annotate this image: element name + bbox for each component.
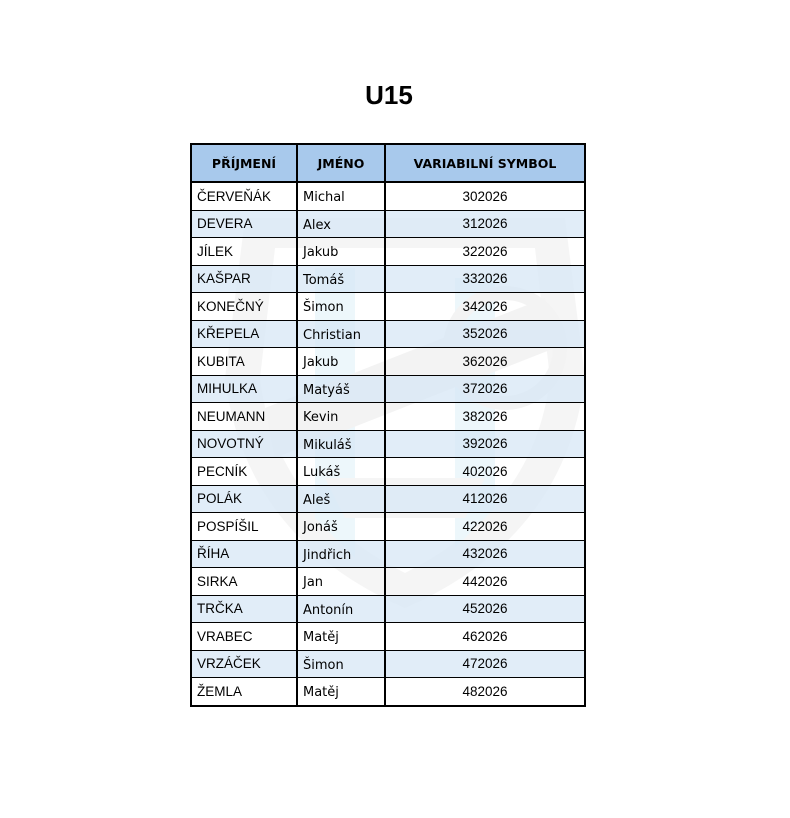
cell-surname: TRČKA bbox=[191, 595, 297, 623]
cell-first-name: Alex bbox=[297, 210, 385, 238]
cell-surname: NEUMANN bbox=[191, 403, 297, 431]
table-row bbox=[191, 595, 585, 623]
table-row bbox=[191, 568, 585, 596]
table-row bbox=[191, 182, 585, 210]
cell-variable-symbol: 322026 bbox=[385, 238, 585, 266]
table-row bbox=[191, 210, 585, 238]
cell-first-name: Matyáš bbox=[297, 375, 385, 403]
cell-variable-symbol: 482026 bbox=[385, 678, 585, 706]
header-first-name: JMÉNO bbox=[297, 144, 385, 182]
cell-variable-symbol: 382026 bbox=[385, 403, 585, 431]
cell-variable-symbol: 392026 bbox=[385, 430, 585, 458]
cell-surname: ŘÍHA bbox=[191, 540, 297, 568]
cell-variable-symbol: 312026 bbox=[385, 210, 585, 238]
table-row bbox=[191, 540, 585, 568]
cell-surname: POLÁK bbox=[191, 485, 297, 513]
cell-surname: POSPÍŠIL bbox=[191, 513, 297, 541]
table-row bbox=[191, 348, 585, 376]
cell-first-name: Mikuláš bbox=[297, 430, 385, 458]
cell-surname: DEVERA bbox=[191, 210, 297, 238]
table-row bbox=[191, 623, 585, 651]
player-table bbox=[190, 143, 586, 707]
cell-first-name: Matěj bbox=[297, 623, 385, 651]
cell-first-name: Matěj bbox=[297, 678, 385, 706]
cell-surname: JÍLEK bbox=[191, 238, 297, 266]
cell-variable-symbol: 342026 bbox=[385, 293, 585, 321]
table-row bbox=[191, 320, 585, 348]
cell-variable-symbol: 452026 bbox=[385, 595, 585, 623]
cell-variable-symbol: 412026 bbox=[385, 485, 585, 513]
table-row bbox=[191, 485, 585, 513]
cell-first-name: Lukáš bbox=[297, 458, 385, 486]
cell-variable-symbol: 432026 bbox=[385, 540, 585, 568]
cell-surname: KONEČNÝ bbox=[191, 293, 297, 321]
cell-first-name: Šimon bbox=[297, 293, 385, 321]
table-row bbox=[191, 293, 585, 321]
header-surname: PŘÍJMENÍ bbox=[191, 144, 297, 182]
cell-variable-symbol: 362026 bbox=[385, 348, 585, 376]
cell-variable-symbol: 472026 bbox=[385, 650, 585, 678]
cell-surname: KAŠPAR bbox=[191, 265, 297, 293]
table-row bbox=[191, 265, 585, 293]
cell-surname: MIHULKA bbox=[191, 375, 297, 403]
cell-variable-symbol: 302026 bbox=[385, 182, 585, 210]
cell-variable-symbol: 422026 bbox=[385, 513, 585, 541]
cell-first-name: Antonín bbox=[297, 595, 385, 623]
cell-surname: VRABEC bbox=[191, 623, 297, 651]
cell-variable-symbol: 462026 bbox=[385, 623, 585, 651]
table-row bbox=[191, 430, 585, 458]
cell-variable-symbol: 372026 bbox=[385, 375, 585, 403]
cell-first-name: Michal bbox=[297, 182, 385, 210]
cell-first-name: Jakub bbox=[297, 348, 385, 376]
cell-variable-symbol: 332026 bbox=[385, 265, 585, 293]
table-row bbox=[191, 650, 585, 678]
cell-first-name: Jonáš bbox=[297, 513, 385, 541]
table-header-row bbox=[191, 144, 585, 182]
cell-variable-symbol: 442026 bbox=[385, 568, 585, 596]
cell-first-name: Christian bbox=[297, 320, 385, 348]
cell-surname: NOVOTNÝ bbox=[191, 430, 297, 458]
page-title: U15 bbox=[365, 80, 413, 110]
table-row bbox=[191, 513, 585, 541]
cell-surname: KUBITA bbox=[191, 348, 297, 376]
table-row bbox=[191, 403, 585, 431]
cell-variable-symbol: 402026 bbox=[385, 458, 585, 486]
cell-first-name: Šimon bbox=[297, 650, 385, 678]
cell-first-name: Kevin bbox=[297, 403, 385, 431]
table-row bbox=[191, 238, 585, 266]
header-variable-symbol: VARIABILNÍ SYMBOL bbox=[385, 144, 585, 182]
cell-surname: ŽEMLA bbox=[191, 678, 297, 706]
cell-first-name: Jakub bbox=[297, 238, 385, 266]
cell-first-name: Jan bbox=[297, 568, 385, 596]
cell-first-name: Tomáš bbox=[297, 265, 385, 293]
cell-first-name: Aleš bbox=[297, 485, 385, 513]
cell-surname: VRZÁČEK bbox=[191, 650, 297, 678]
cell-surname: SIRKA bbox=[191, 568, 297, 596]
cell-variable-symbol: 352026 bbox=[385, 320, 585, 348]
cell-surname: PECNÍK bbox=[191, 458, 297, 486]
table-row bbox=[191, 678, 585, 706]
cell-surname: ČERVEŇÁK bbox=[191, 182, 297, 210]
cell-surname: KŘEPELA bbox=[191, 320, 297, 348]
table-row bbox=[191, 375, 585, 403]
cell-first-name: Jindřich bbox=[297, 540, 385, 568]
table-row bbox=[191, 458, 585, 486]
